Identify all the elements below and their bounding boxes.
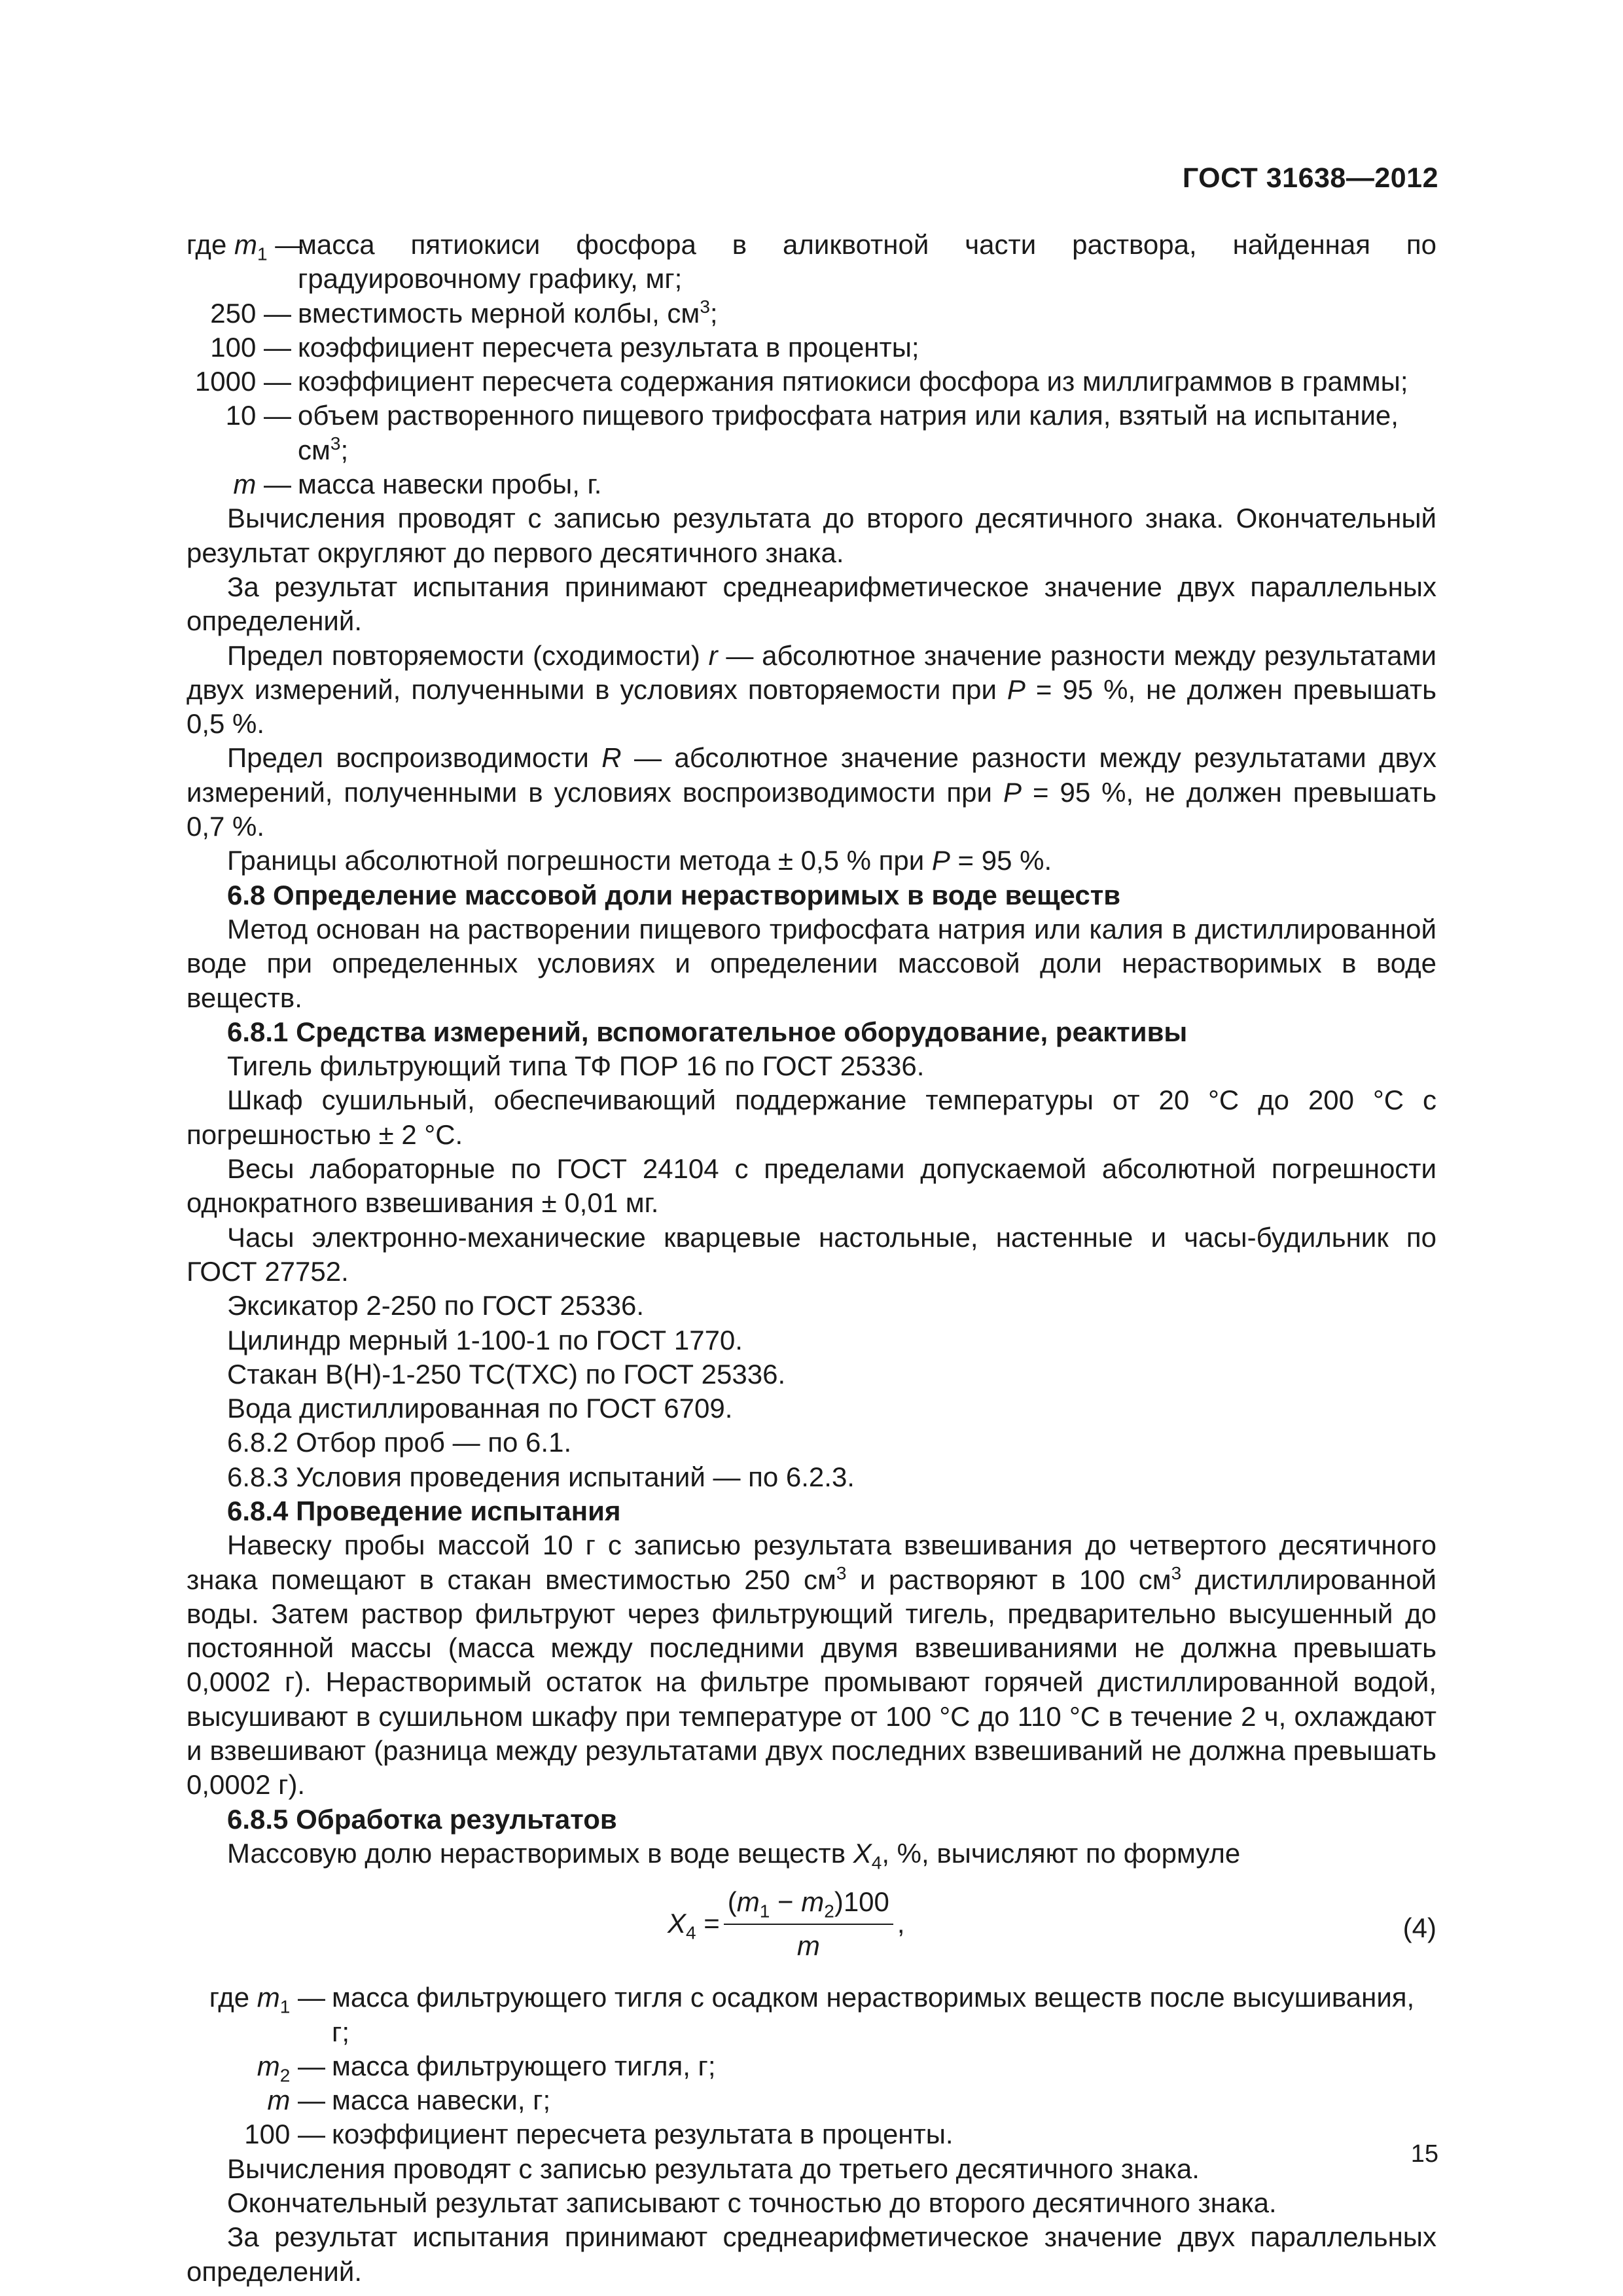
equipment-item: Эксикатор 2-250 по ГОСТ 25336.	[227, 1290, 645, 1321]
section-heading: 6.8 Определение массовой доли нерастворимых в воде веществ	[227, 879, 1121, 910]
paragraph: За результат испытания принимают среднеарифметическое значение двух параллельных определений.	[187, 2221, 1436, 2287]
legend-text: масса навески, г;	[332, 2085, 551, 2116]
document-code: ГОСТ 31638—2012	[1182, 162, 1438, 194]
legend-symbol: 10 —	[225, 400, 291, 431]
equation-number: (4)	[1402, 1912, 1436, 1944]
legend-item	[187, 228, 1436, 296]
paragraph: Вычисления проводят с записью результата до третьего десятичного знака.	[227, 2153, 1200, 2184]
formula-fraction	[724, 1885, 893, 1963]
legend-text: масса навески пробы, г.	[298, 469, 602, 500]
legend-symbol: m —	[233, 469, 291, 500]
legend-symbol: где $m_1$ —	[187, 229, 303, 264]
formula-denominator: m	[796, 1929, 820, 1961]
legend-item	[187, 2083, 1436, 2117]
equipment-item: Весы лабораторные по ГОСТ 24104 с пределами допускаемой абсолютной погрешности однократного взвешивания ± 0,01 мг.	[187, 1153, 1436, 1219]
legend-item	[187, 1981, 1436, 2049]
paragraph: За результат испытания принимают среднеарифметическое значение двух параллельных определений.	[187, 571, 1436, 637]
legend-symbol: $m_2$ —	[257, 2050, 325, 2086]
legend-text: масса фильтрующего тигля, г;	[332, 2050, 716, 2081]
legend-symbol: 100 —	[244, 2119, 325, 2150]
subsection-line: 6.8.2 Отбор проб — по 6.1.	[227, 1427, 572, 1458]
equipment-item: Тигель фильтрующий типа ТФ ПОР 16 по ГОСТ 25336.	[227, 1050, 925, 1082]
formula-numerator: $(m_1 - m_2)100$	[724, 1885, 893, 1924]
equipment-item: Стакан В(Н)-1-250 ТС(ТХС) по ГОСТ 25336.	[227, 1358, 786, 1390]
legend-text: масса фильтрующего тигля с осадком нерастворимых веществ после высушивания, г;	[332, 1982, 1415, 2047]
equipment-item: Цилиндр мерный 1-100-1 по ГОСТ 1770.	[227, 1324, 743, 1355]
legend-symbol: 250 —	[210, 297, 291, 329]
legend-item	[187, 331, 1436, 365]
formula	[668, 1885, 905, 1963]
legend-item	[187, 365, 1436, 399]
subsection-heading: 6.8.4 Проведение испытания	[227, 1495, 621, 1526]
paragraph: Границы абсолютной погрешности метода ± 0,5 % при P = 95 %.	[227, 845, 1052, 876]
paragraph: Предел повторяемости (сходимости) r — абсолютное значение разности между результатами двух измерений, полученными в условиях повторяемости при P = 95 %, не должен превышать 0,5 %.	[187, 639, 1436, 740]
legend-item	[187, 467, 1436, 501]
paragraph: Метод основан на растворении пищевого трифосфата натрия или калия в дистиллированной воде при определенных условиях и определении массовой доли нерастворимых в воде веществ.	[187, 913, 1436, 1013]
legend-symbol: m —	[267, 2085, 325, 2116]
legend-item	[187, 2117, 1436, 2151]
equipment-item: Часы электронно-механические кварцевые настольные, настенные и часы-будильник по ГОСТ 27752.	[187, 1221, 1436, 1287]
subsection-heading: 6.8.5 Обработка результатов	[227, 1803, 617, 1835]
legend-symbol: 1000 —	[194, 366, 291, 397]
legend-item	[187, 296, 1436, 331]
equipment-item: Шкаф сушильный, обеспечивающий поддержание температуры от 20 °С до 200 °С с погрешностью ± 2 °С.	[187, 1085, 1436, 1150]
subsection-line: 6.8.3 Условия проведения испытаний — по 6.2.3.	[227, 1461, 855, 1492]
paragraph: Окончательный результат записывают с точностью до второго десятичного знака.	[227, 2187, 1277, 2219]
legend-text: масса пятиокиси фосфора в аликвотной части раствора, найденная по градуировочному графику, мг;	[298, 229, 1436, 295]
formula-block	[187, 1878, 1436, 1975]
paragraph: Навеску пробы массой 10 г с записью результата взвешивания до четвертого десятичного знака помещают в стакан вместимостью 250 $см^3$ и растворяют в 100 $см^3$ дистиллированной воды. Затем раствор фильтруют через фильтрующий тигель, предварительно высушенный до постоянной массы (масса между последними двумя взвешиваниями не должна превышать 0,0002 г). Нерастворимый остаток на фильтре промывают горячей дистиллированной водой, высушивают в сушильном шкафу при температуре от 100 °С до 110 °С в течение 2 ч, охлаждают и взвешивают (разница между результатами двух последних взвешиваний не должна превышать 0,0002 г).	[187, 1530, 1437, 1801]
page-content	[187, 228, 1436, 2289]
paragraph: Вычисления проводят с записью результата до второго десятичного знака. Окончательный результат округляют до первого десятичного знака.	[187, 503, 1436, 568]
equipment-item: Вода дистиллированная по ГОСТ 6709.	[227, 1393, 733, 1424]
legend-item	[187, 2049, 1436, 2086]
legend-text: коэффициент пересчета результата в проценты.	[332, 2119, 954, 2150]
legend-text: коэффициент пересчета содержания пятиокиси фосфора из миллиграммов в граммы;	[298, 366, 1408, 397]
paragraph: Массовую долю нерастворимых в воде веществ $X_4$, %, вычисляют по формуле	[227, 1837, 1241, 1873]
legend-symbol: 100 —	[210, 331, 291, 363]
legend-symbol: где $m_1$ —	[209, 1982, 325, 2017]
legend-text: объем растворенного пищевого трифосфата натрия или калия, взятый на испытание, $см^3$;	[298, 400, 1399, 465]
formula-comma: ,	[897, 1908, 905, 1939]
legend-text: коэффициент пересчета результата в проценты;	[298, 331, 919, 363]
page-number: 15	[1410, 2140, 1438, 2168]
legend-text: вместимость мерной колбы, $см^3$;	[298, 296, 718, 329]
legend-item	[187, 399, 1436, 467]
subsection-heading: 6.8.1 Средства измерений, вспомогательное оборудование, реактивы	[227, 1016, 1188, 1047]
formula-lhs: $X_4$ =	[668, 1908, 720, 1943]
paragraph: Предел воспроизводимости R — абсолютное значение разности между результатами двух измерений, полученными в условиях воспроизводимости при P = 95 %, не должен превышать 0,7 %.	[187, 742, 1436, 842]
